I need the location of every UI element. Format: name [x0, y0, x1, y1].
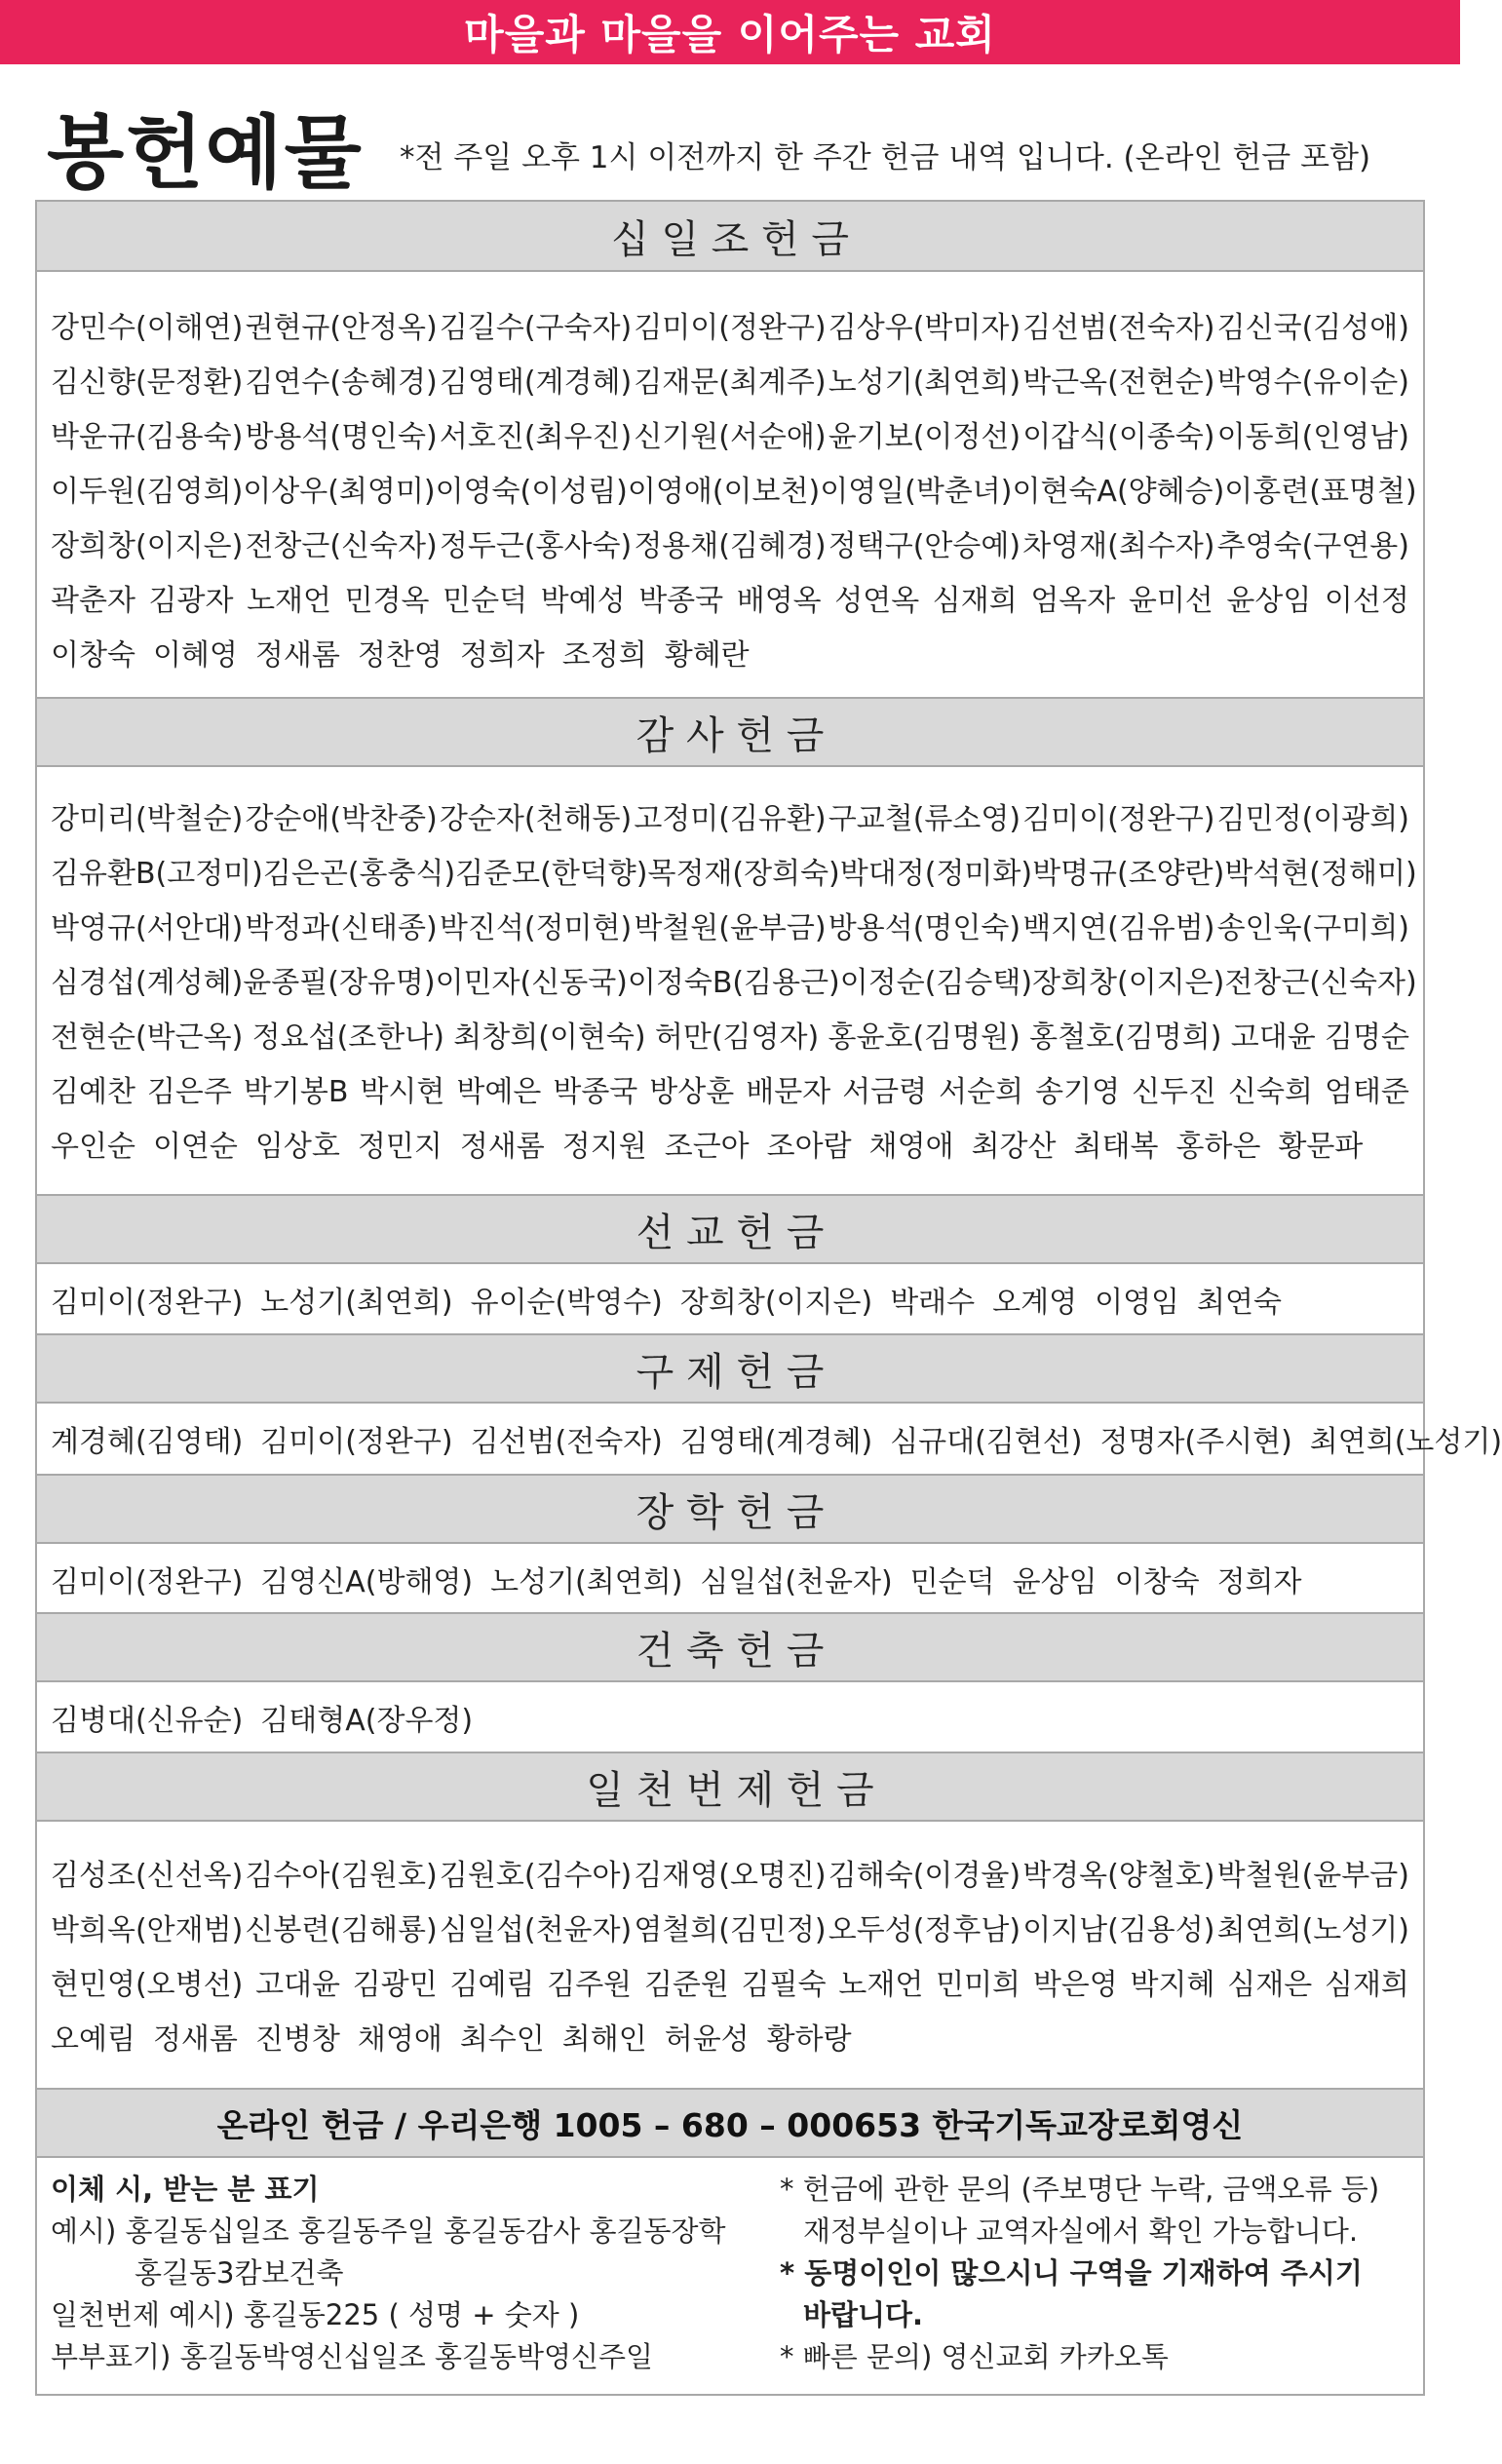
donor-name: 심일섭(천윤자) [700, 1565, 893, 1599]
donor-list [37, 1264, 1423, 1334]
donor-name: 김명순 [1325, 1020, 1409, 1055]
donor-name: 방용석(명인숙) [245, 420, 438, 454]
donor-name: 조정희 [561, 638, 647, 673]
donor-row [51, 1404, 1502, 1474]
donor-name: 정용채(김혜경) [634, 529, 827, 563]
donor-name: 김재문(최계주) [634, 366, 827, 400]
donor-name: 심일섭(천윤자) [439, 1913, 633, 1947]
donor-name: 윤미선 [1128, 584, 1213, 618]
donor-name: 정찬영 [357, 638, 443, 673]
donor-name: 김주원 [547, 1968, 633, 2002]
donor-row [51, 516, 1409, 570]
donor-name: 장희창(이지은) [1032, 966, 1225, 1000]
donor-name: 정새롬 [254, 638, 340, 673]
transfer-guide-line: 예시) 홍길동십일조 홍길동주일 홍길동감사 홍길동장학 [51, 2214, 726, 2248]
donor-name: 김성조(신선옥) [51, 1859, 244, 1893]
inquiry-note-line: 바랍니다. [803, 2298, 924, 2331]
donor-name: 목정재(장희숙) [647, 857, 840, 891]
donor-name: 이선정 [1324, 584, 1409, 618]
donor-name: 박명규(조양란) [1032, 857, 1225, 891]
donor-name: 이두원(김영희) [51, 475, 244, 509]
donor-name: 박영규(서안대) [51, 911, 244, 945]
donor-name: 심경섭(계성혜) [51, 966, 244, 1000]
donor-name: 구교철(류소영) [828, 802, 1021, 836]
inquiry-note-line: * 동명이인이 많으시니 구역을 기재하여 주시기 [780, 2256, 1363, 2290]
section-heading: 선 교 헌 금 [37, 1194, 1423, 1264]
donor-name: 김연수(송혜경) [245, 366, 438, 400]
donor-name: 김선범(전숙자) [470, 1425, 663, 1459]
transfer-guide-line: 홍길동3캄보건축 [135, 2256, 344, 2290]
donor-row [51, 406, 1409, 461]
donor-name: 노재언 [247, 584, 332, 618]
donor-name: 홍철호(김명희) [1029, 1020, 1222, 1055]
donor-row [51, 952, 1417, 1007]
donor-name: 전창근(신숙자) [245, 529, 438, 563]
donor-name: 신두진 [1132, 1075, 1217, 1109]
donor-name: 박정과(신태종) [245, 911, 438, 945]
donor-name: 고정미(김유환) [634, 802, 827, 836]
donor-name: 방상훈 [649, 1075, 735, 1109]
donor-name: 조근아 [664, 1130, 750, 1164]
donor-name: 김신향(문정환) [51, 366, 244, 400]
inquiry-note-line: 재정부실이나 교역자실에서 확인 가능합니다. [803, 2214, 1359, 2248]
donor-row [51, 1116, 1409, 1171]
donor-row [51, 1264, 1409, 1334]
donor-name: 이창숙 [51, 638, 135, 673]
donor-name: 김예림 [449, 1968, 535, 2002]
donor-name: 이정순(김승택) [839, 966, 1033, 1000]
donor-name: 정새롬 [459, 1130, 545, 1164]
donor-row [51, 2009, 1409, 2063]
donor-name: 송기영 [1035, 1075, 1121, 1109]
inquiry-note-line: * 빠른 문의) 영신교회 카카오톡 [780, 2340, 1169, 2373]
donor-name: 성연옥 [834, 584, 920, 618]
donor-name: 이상우(최영미) [243, 475, 436, 509]
donor-name: 김은주 [146, 1075, 232, 1109]
donor-name: 박종국 [553, 1075, 638, 1109]
donor-name: 최연숙 [1197, 1286, 1282, 1320]
donor-list [37, 297, 1423, 679]
donor-row [51, 352, 1409, 406]
donor-name: 최연희(노성기) [1216, 1913, 1409, 1947]
donor-name: 박경옥(양철호) [1022, 1859, 1215, 1893]
donor-row [51, 1061, 1409, 1116]
donor-name: 김예찬 [51, 1075, 135, 1109]
donor-name: 우인순 [51, 1130, 135, 1164]
donor-row [51, 1007, 1409, 1061]
donor-name: 김영태(계경혜) [679, 1425, 873, 1459]
donor-name: 박진석(정미현) [439, 911, 633, 945]
donor-name: 강민수(이해연) [51, 311, 244, 345]
donor-name: 이영일(박춘녀) [820, 475, 1013, 509]
donor-name: 김신국(김성애) [1216, 311, 1409, 345]
donor-name: 신봉련(김해룡) [245, 1913, 438, 1947]
donor-name: 진병창 [254, 2022, 340, 2057]
donor-name: 정택구(안승예) [828, 529, 1021, 563]
donor-row [51, 1682, 1409, 1752]
donor-name: 김준원 [643, 1968, 729, 2002]
notice-text: *전 주일 오후 1시 이전까지 한 주간 헌금 내역 입니다. (온라인 헌금 포함) [400, 140, 1371, 175]
donor-name: 이민자(신동국) [435, 966, 628, 1000]
donor-name: 조아람 [766, 1130, 852, 1164]
donor-name: 윤상임 [1012, 1565, 1098, 1599]
donor-name: 정희자 [459, 638, 545, 673]
donor-name: 오예림 [51, 2022, 135, 2057]
donor-name: 고대윤 [255, 1968, 341, 2002]
donor-name: 김재영(오명진) [634, 1859, 827, 1893]
donor-row [51, 843, 1417, 898]
donor-name: 노성기(최연희) [490, 1565, 683, 1599]
donor-name: 김해숙(이경율) [828, 1859, 1021, 1893]
donor-row [51, 789, 1409, 843]
donor-list [37, 789, 1423, 1171]
donor-name: 엄옥자 [1030, 584, 1116, 618]
transfer-guide-line: 부부표기) 홍길동박영신십일조 홍길동박영신주일 [51, 2340, 654, 2373]
donor-name: 곽춘자 [51, 584, 135, 618]
section-heading: 감 사 헌 금 [37, 697, 1423, 767]
donor-name: 김필숙 [741, 1968, 827, 2002]
donor-name: 강순자(천해동) [439, 802, 633, 836]
donor-name: 김길수(구숙자) [439, 311, 633, 345]
donor-name: 최창희(이현숙) [453, 1020, 646, 1055]
donor-name: 김수아(김원호) [245, 1859, 438, 1893]
donor-name: 이동희(인영남) [1216, 420, 1409, 454]
donor-name: 이혜영 [152, 638, 238, 673]
donor-name: 엄태준 [1324, 1075, 1409, 1109]
donor-name: 노성기(최연희) [260, 1286, 453, 1320]
donor-name: 현민영(오병선) [51, 1968, 244, 2002]
donor-name: 윤상임 [1226, 584, 1312, 618]
donor-name: 허윤성 [664, 2022, 750, 2057]
donor-name: 정희자 [1216, 1565, 1302, 1599]
donor-name: 김태형A(장우정) [260, 1704, 474, 1738]
donor-name: 방용석(명인숙) [828, 911, 1021, 945]
donor-name: 정두근(홍사숙) [439, 529, 633, 563]
donor-name: 최해인 [561, 2022, 647, 2057]
donor-row [51, 898, 1409, 952]
section-heading: 장 학 헌 금 [37, 1474, 1423, 1544]
donor-name: 김은곤(홍충식) [262, 857, 456, 891]
donor-name: 박대정(정미화) [839, 857, 1033, 891]
donor-name: 노성기(최연희) [828, 366, 1021, 400]
donor-name: 김선범(전숙자) [1022, 311, 1215, 345]
donor-row [51, 461, 1417, 516]
donor-name: 박철원(윤부금) [634, 911, 827, 945]
donor-name: 서금령 [842, 1075, 928, 1109]
donor-row [51, 1900, 1409, 1954]
donor-name: 윤기보(이정선) [828, 420, 1021, 454]
donor-name: 이지남(김용성) [1022, 1913, 1215, 1947]
donor-name: 박운규(김용숙) [51, 420, 244, 454]
donor-name: 박예성 [540, 584, 626, 618]
donor-name: 최태복 [1073, 1130, 1159, 1164]
donor-name: 김원호(김수아) [439, 1859, 633, 1893]
donor-name: 이홍련(표명철) [1224, 475, 1417, 509]
donor-list [37, 1682, 1423, 1752]
donor-name: 김민정(이광희) [1216, 802, 1409, 836]
donor-name: 장희창(이지은) [679, 1286, 873, 1320]
donor-name: 김미이(정완구) [51, 1565, 244, 1599]
donor-name: 심재은 [1227, 1968, 1313, 2002]
donor-name: 송인욱(구미희) [1216, 911, 1409, 945]
donor-name: 정민지 [357, 1130, 443, 1164]
donor-name: 김유환B(고정미) [51, 857, 263, 891]
donor-row [51, 1544, 1409, 1614]
church-banner: 마을과 마을을 이어주는 교회 [0, 0, 1460, 64]
donor-name: 박철원(윤부금) [1216, 1859, 1409, 1893]
donor-name: 김미이(정완구) [51, 1286, 244, 1320]
donor-name: 이연순 [152, 1130, 238, 1164]
donor-name: 황문파 [1278, 1130, 1364, 1164]
donor-name: 정명자(주시현) [1099, 1425, 1292, 1459]
online-offering-info: 온라인 헌금 / 우리은행 1005 – 680 – 000653 한국기독교장로회영신 [37, 2088, 1423, 2158]
donor-name: 심규대(김현선) [890, 1425, 1083, 1459]
donor-name: 장희창(이지은) [51, 529, 244, 563]
donor-name: 김미이(정완구) [260, 1425, 453, 1459]
donor-name: 김상우(박미자) [828, 311, 1021, 345]
donor-name: 박은영 [1032, 1968, 1118, 2002]
donor-list [37, 1845, 1423, 2063]
donor-name: 허만(김영자) [654, 1020, 820, 1055]
donor-name: 이영임 [1095, 1286, 1180, 1320]
section-heading: 십 일 조 헌 금 [37, 202, 1423, 272]
donor-name: 서순희 [939, 1075, 1024, 1109]
donor-name: 박영수(유이순) [1216, 366, 1409, 400]
section-heading: 일 천 번 제 헌 금 [37, 1752, 1423, 1822]
donor-row [51, 1954, 1409, 2009]
donor-name: 정지원 [561, 1130, 647, 1164]
donor-name: 최연희(노성기) [1309, 1425, 1502, 1459]
donor-name: 최수인 [459, 2022, 545, 2057]
transfer-guide-heading: 이체 시, 받는 분 표기 [51, 2173, 320, 2206]
donor-row [51, 1845, 1409, 1900]
donor-name: 황하랑 [766, 2022, 852, 2057]
donor-name: 박기봉B [243, 1075, 349, 1109]
donor-name: 채영애 [357, 2022, 443, 2057]
donor-name: 김영태(계경혜) [439, 366, 633, 400]
donor-name: 박근옥(전현순) [1022, 366, 1215, 400]
donor-name: 이영숙(이성림) [435, 475, 628, 509]
donor-name: 강순애(박찬중) [245, 802, 438, 836]
donor-name: 김미이(정완구) [634, 311, 827, 345]
donor-row [51, 625, 1409, 679]
donor-name: 이창숙 [1114, 1565, 1200, 1599]
donor-name: 오두성(정후남) [828, 1913, 1021, 1947]
section-heading: 건 축 헌 금 [37, 1612, 1423, 1682]
donor-name: 오계영 [992, 1286, 1078, 1320]
transfer-guide [51, 2169, 772, 2378]
donor-name: 서호진(최우진) [439, 420, 633, 454]
donor-name: 계경혜(김영태) [51, 1425, 244, 1459]
donor-name: 고대윤 [1230, 1020, 1316, 1055]
donor-name: 민순덕 [909, 1565, 995, 1599]
donor-name: 배문자 [746, 1075, 831, 1109]
donor-name: 차영재(최수자) [1022, 529, 1215, 563]
donor-name: 황혜란 [664, 638, 750, 673]
transfer-guide-line: 일천번제 예시) 홍길동225 ( 성명 + 숫자 ) [51, 2298, 580, 2331]
donor-name: 박지혜 [1130, 1968, 1215, 2002]
donor-name: 김병대(신유순) [51, 1704, 244, 1738]
donor-row [51, 297, 1409, 352]
donor-name: 신기원(서순애) [634, 420, 827, 454]
donor-name: 박시현 [360, 1075, 445, 1109]
donor-name: 홍하은 [1175, 1130, 1261, 1164]
donor-name: 신숙희 [1228, 1075, 1313, 1109]
donor-name: 김영신A(방해영) [260, 1565, 474, 1599]
donor-row [51, 570, 1409, 625]
donor-name: 민경옥 [344, 584, 430, 618]
donor-name: 홍윤호(김명원) [828, 1020, 1021, 1055]
donor-name: 민순덕 [443, 584, 528, 618]
donor-name: 김광자 [148, 584, 234, 618]
donor-name: 임상호 [254, 1130, 340, 1164]
donor-name: 노재언 [838, 1968, 924, 2002]
donor-name: 이갑식(이종숙) [1022, 420, 1215, 454]
donor-name: 유이순(박영수) [470, 1286, 663, 1320]
donor-name: 정요섭(조한나) [251, 1020, 444, 1055]
donor-name: 전창근(신숙자) [1224, 966, 1417, 1000]
section-heading: 구 제 헌 금 [37, 1333, 1423, 1404]
donor-name: 민미희 [936, 1968, 1021, 2002]
donor-name: 박석현(정해미) [1224, 857, 1417, 891]
donor-name: 이현숙A(양혜승) [1012, 475, 1225, 509]
donor-name: 김미이(정완구) [1022, 802, 1215, 836]
donor-name: 강미리(박철순) [51, 802, 244, 836]
donor-name: 채영애 [868, 1130, 954, 1164]
donor-name: 백지연(김유범) [1022, 911, 1215, 945]
offering-board [35, 200, 1502, 2396]
donor-name: 이정숙B(김용근) [627, 966, 840, 1000]
donor-name: 전현순(박근옥) [51, 1020, 244, 1055]
donor-name: 배영옥 [736, 584, 822, 618]
donor-name: 권현규(안정옥) [245, 311, 438, 345]
donor-list [37, 1544, 1423, 1614]
donor-name: 정새롬 [152, 2022, 238, 2057]
donor-list [37, 1404, 1502, 1474]
donor-name: 최강산 [971, 1130, 1057, 1164]
donor-name: 박래수 [890, 1286, 976, 1320]
donor-name: 박종국 [638, 584, 724, 618]
donor-name: 추영숙(구연용) [1216, 529, 1409, 563]
donor-name: 윤종필(장유명) [243, 966, 436, 1000]
page-title: 봉헌예물 [47, 107, 364, 200]
donor-name: 이영애(이보천) [627, 475, 821, 509]
donor-name: 염철희(김민정) [634, 1913, 827, 1947]
donor-name: 박희옥(안재범) [51, 1913, 244, 1947]
donor-name: 박예은 [456, 1075, 542, 1109]
donor-name: 김광민 [352, 1968, 438, 2002]
donor-name: 심재희 [932, 584, 1018, 618]
donor-name: 심재희 [1324, 1968, 1409, 2002]
donor-name: 김준모(한덕향) [455, 857, 648, 891]
inquiry-notes [780, 2169, 1413, 2378]
inquiry-note-line: * 헌금에 관한 문의 (주보명단 누락, 금액오류 등) [780, 2173, 1380, 2206]
